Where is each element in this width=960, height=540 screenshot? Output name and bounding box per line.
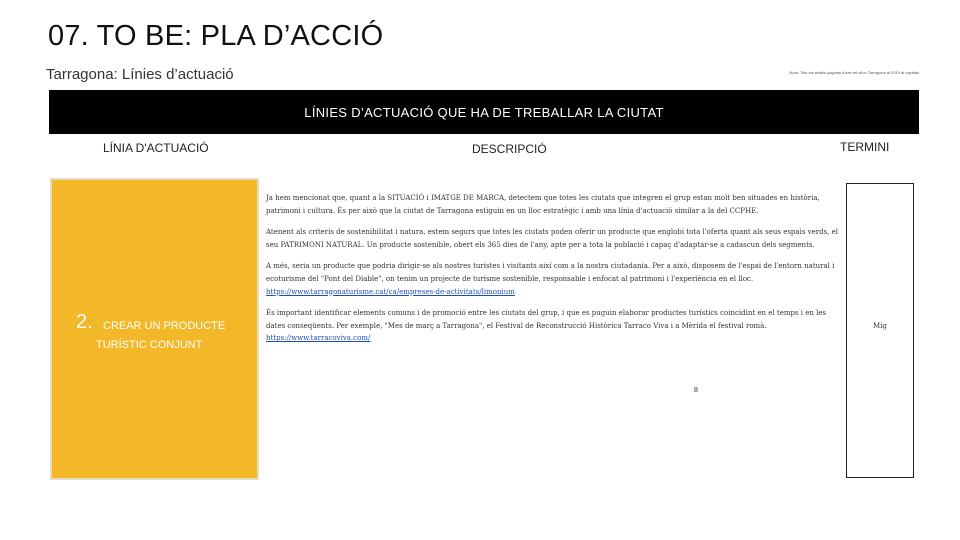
action-line-label-1: CREAR UN PRODUCTE — [103, 320, 226, 332]
action-line-label-2: TURÍSTIC CONJUNT — [96, 339, 203, 351]
action-line-number: 2. — [76, 311, 93, 333]
description-text: A més, seria un producte que podria dirigir-se als nostres turistes i visitants així com a la nostra ciutadania. Per a això, disposem de l'espai de l'entorn natural i ecoturisme del "Pont del Diable", on tenim un projecte de turisme sostenible, responsable i enfocat al patrimoni i l'experiència en el lloc. — [266, 261, 835, 283]
limonium-link[interactable]: https://www.tarragonaturisme.cat/ca/empreses-de-activitats/limonium — [266, 287, 515, 296]
description-paragraph — [266, 260, 838, 299]
description-paragraph — [266, 307, 838, 346]
slide-note: Nota: Tots els anàlisi pàginas s'han fet al'un Tarragona al 2019 al capitals. — [789, 70, 920, 75]
page-number: 8 — [694, 387, 698, 394]
termini-value: Mig — [873, 322, 887, 330]
slide-subtitle: Tarragona: Línies d’actuació — [46, 66, 234, 83]
termini-box — [846, 183, 914, 478]
banner-text: LÍNIES D’ACTUACIÓ QUE HA DE TREBALLAR LA CIUTAT — [304, 104, 664, 120]
tarracoviva-link[interactable]: https://www.tarracoviva.com/ — [266, 334, 371, 343]
description-paragraph: Atenent als criteris de sostenibilitat i natura, estem segurs que totes les ciutats poden oferir un producte que englobi tota l'oferta quant als seus espais verds, el seu PATRIMONI NATURAL. Un producte sostenible, obert els 365 dies de l'any, apte per a tota la població i capaç d'adaptar-se a cadascun dels segments. — [266, 227, 838, 249]
description-block — [266, 192, 838, 353]
slide-title: 07. TO BE: PLA D’ACCIÓ — [48, 20, 384, 52]
column-header-descripcio: DESCRIPCIÓ — [472, 142, 547, 156]
description-paragraph: Ja hem mencionat que, quant a la SITUACIÓ i IMATGE DE MARCA, detectem que totes les ciutats que integren el grup estan molt ben situades en història, patrimoni i cultura. És per això que la ciutat de Tarragona estiguin en un lloc estratègic i amb una línia d'actuació similar a la del CCPHE. — [266, 194, 820, 215]
description-text: És important identificar elements comuns i de promoció entre les ciutats del grup, i que es puguin elaborar productes turístics coincidint en el temps i en les dates conseqüents. Per exemple, "Mes de març a Tarragona", el Festival de Reconstrucció Històrica Tarraco Viva i a Mèrida el festival romà. — [266, 308, 827, 330]
column-header-linia: LÍNIA D'ACTUACIÓ — [103, 141, 209, 155]
section-banner — [49, 90, 919, 134]
column-header-termini: TERMINI — [840, 140, 890, 154]
